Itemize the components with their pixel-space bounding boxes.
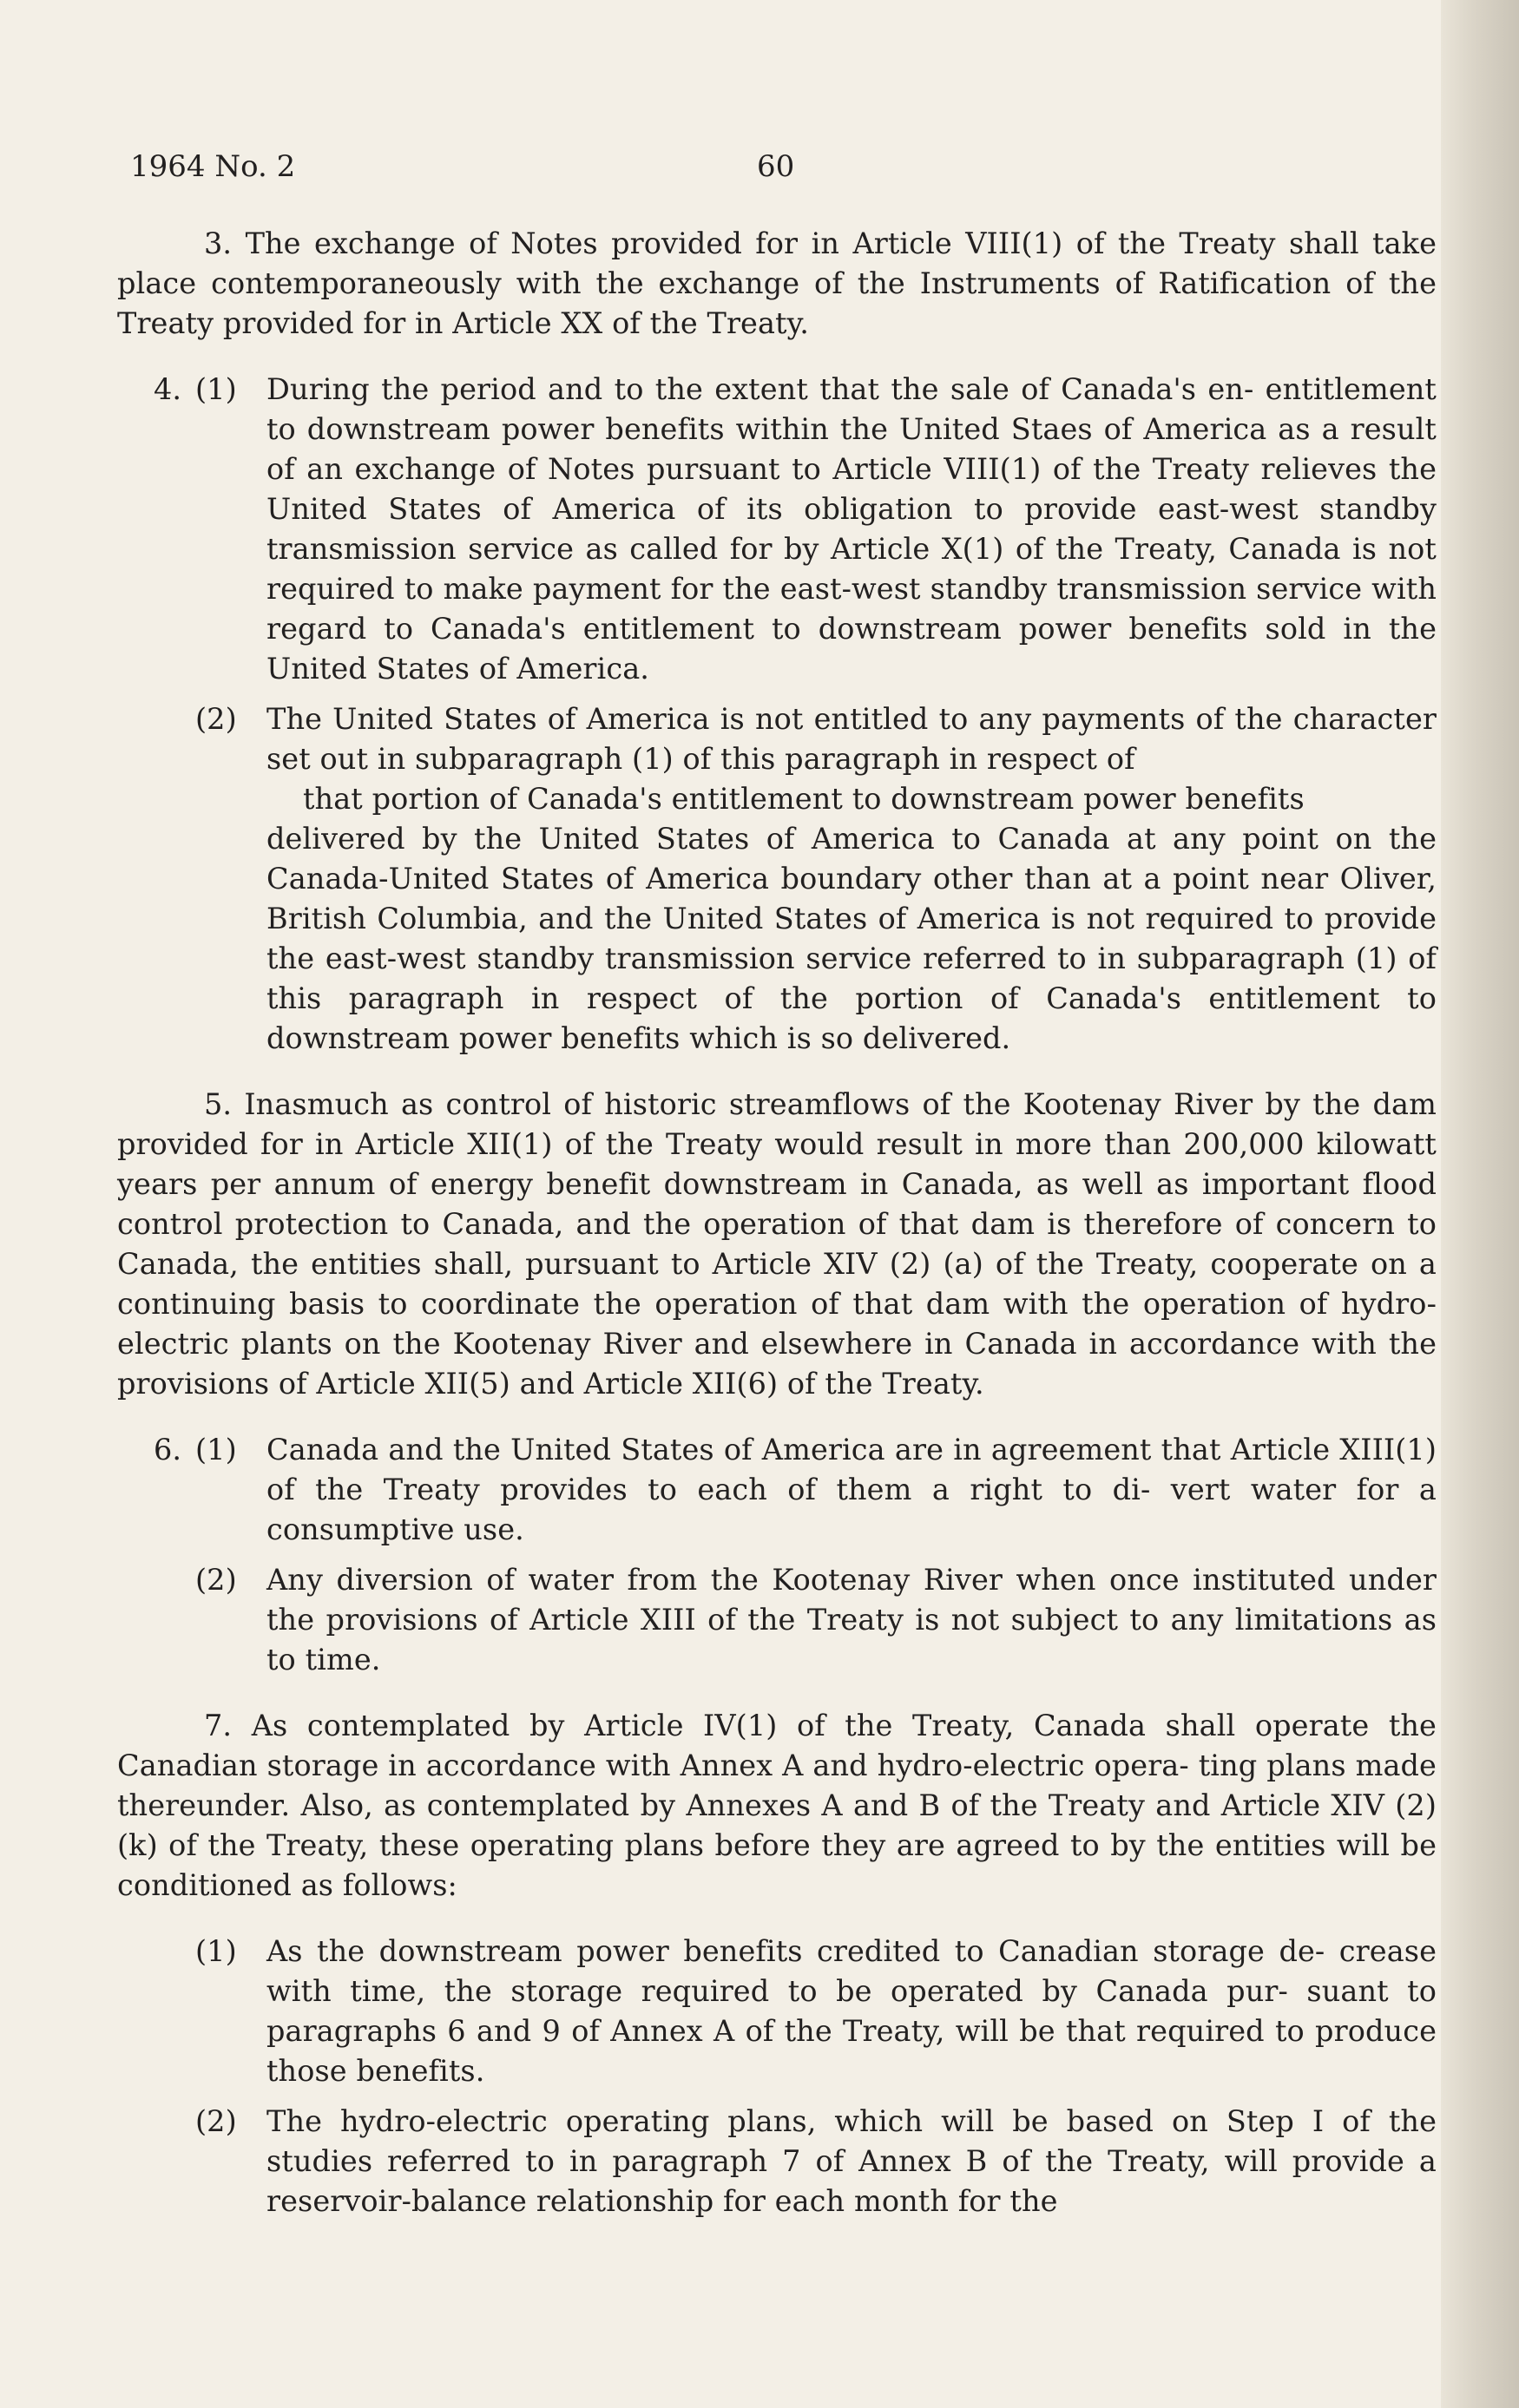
paragraph-7-2-label: (2) <box>195 2104 237 2138</box>
paragraph-3: 3. The exchange of Notes provided for in Article VIII(1) of the Treaty shall take place contemporaneously with the exchange of the Instruments of Ratification of the Treaty provided for in Article XX of the Treaty. <box>117 226 1437 340</box>
paragraph-6-2-text: Any diversion of water from the Kootenay River when once instituted under the provisions of Article XIII of the Treaty is not subject to any limitations as to time. <box>266 1563 1437 1676</box>
paragraph-6-2-label: (2) <box>195 1563 237 1597</box>
paragraph-7-2-text: The hydro-electric operating plans, which will be based on Step I of the studies referred to in paragraph 7 of Annex B of the Treaty, will provide a reservoir-balance relationship for each month for the <box>266 2104 1437 2218</box>
paragraph-6-number: 6. <box>154 1433 182 1466</box>
paragraph-7-1 <box>117 1932 1437 2091</box>
paragraph-5: 5. Inasmuch as control of historic streamflows of the Kootenay River by the dam provided for in Article XII(1) of the Treaty would result in more than 200,000 kilowatt years per annum of energy benefit downstream in Canada, as well as important flood control protection to Canada, and the operation of that dam is therefore of concern to Canada, the entities shall, pursuant to Article XIV (2) (a) of the Treaty, cooperate on a continuing basis to coordinate the operation of that dam with the operation of hydro-electric plants on the Kootenay River and elsewhere in Canada in accordance with the provisions of Article XII(5) and Article XII(6) of the Treaty. <box>117 1087 1437 1401</box>
paragraph-7-1-text: As the downstream power benefits credited to Canadian storage de- crease with time, the storage required to be operated by Canada pur- suant to paragraphs 6 and 9 of Annex A of the Treaty, will be that required to produce those benefits. <box>266 1934 1437 2088</box>
paragraph-4-1 <box>117 370 1437 689</box>
paragraph-6-1-label: (1) <box>195 1433 237 1466</box>
statute-reference: 1964 No. 2 <box>130 149 296 184</box>
paragraph-4-2-text-c: delivered by the United States of America to Canada at any point on the Canada-United States of America boundary other than at a point near Oliver, British Columbia, and the United States of America is not required to provide the east-west standby transmission service referred to in subparagraph (1) of this paragraph in respect of the portion of Canada's entitlement to downstream power benefits which is so delivered. <box>266 822 1437 1055</box>
paragraph-4-2 <box>117 699 1437 1059</box>
page-number: 60 <box>757 149 795 184</box>
paragraph-4-2-text-a: The United States of America is not entitled to any payments of the character set out in subparagraph (1) of this paragraph in respect of <box>266 702 1437 776</box>
paragraph-4-1-label: (1) <box>195 372 237 406</box>
paragraph-7-2 <box>117 2102 1437 2221</box>
page-edge-shadow <box>1441 0 1519 2408</box>
document-body <box>117 224 1437 2232</box>
paragraph-4-1-text: During the period and to the extent that the sale of Canada's en- entitlement to downstream power benefits within the United Staes of America as a result of an exchange of Notes pursuant to Article VIII(1) of the Treaty relieves the United States of America of its obligation to provide east-west standby transmission service as called for by Article X(1) of the Treaty, Canada is not required to make payment for the east-west standby transmission service with regard to Canada's entitlement to downstream power benefits sold in the United States of America. <box>266 372 1437 686</box>
paragraph-6-1 <box>117 1430 1437 1550</box>
paragraph-7-1-label: (1) <box>195 1934 237 1968</box>
paragraph-4-number: 4. <box>154 372 182 406</box>
paragraph-6-1-text: Canada and the United States of America are in agreement that Article XIII(1) of the Treaty provides to each of them a right to di- vert water for a consumptive use. <box>266 1433 1437 1546</box>
paragraph-7: 7. As contemplated by Article IV(1) of the Treaty, Canada shall operate the Canadian storage in accordance with Annex A and hydro-electric opera- ting plans made thereunder. Also, as contemplated by Annexes A and B of the Treaty and Article XIV (2) (k) of the Treaty, these operating plans before they are agreed to by the entities will be conditioned as follows: <box>117 1709 1437 1902</box>
paragraph-4-2-label: (2) <box>195 702 237 736</box>
paragraph-4-2-text-b: that portion of Canada's entitlement to downstream power benefits <box>303 782 1305 816</box>
paragraph-6-2 <box>117 1560 1437 1680</box>
